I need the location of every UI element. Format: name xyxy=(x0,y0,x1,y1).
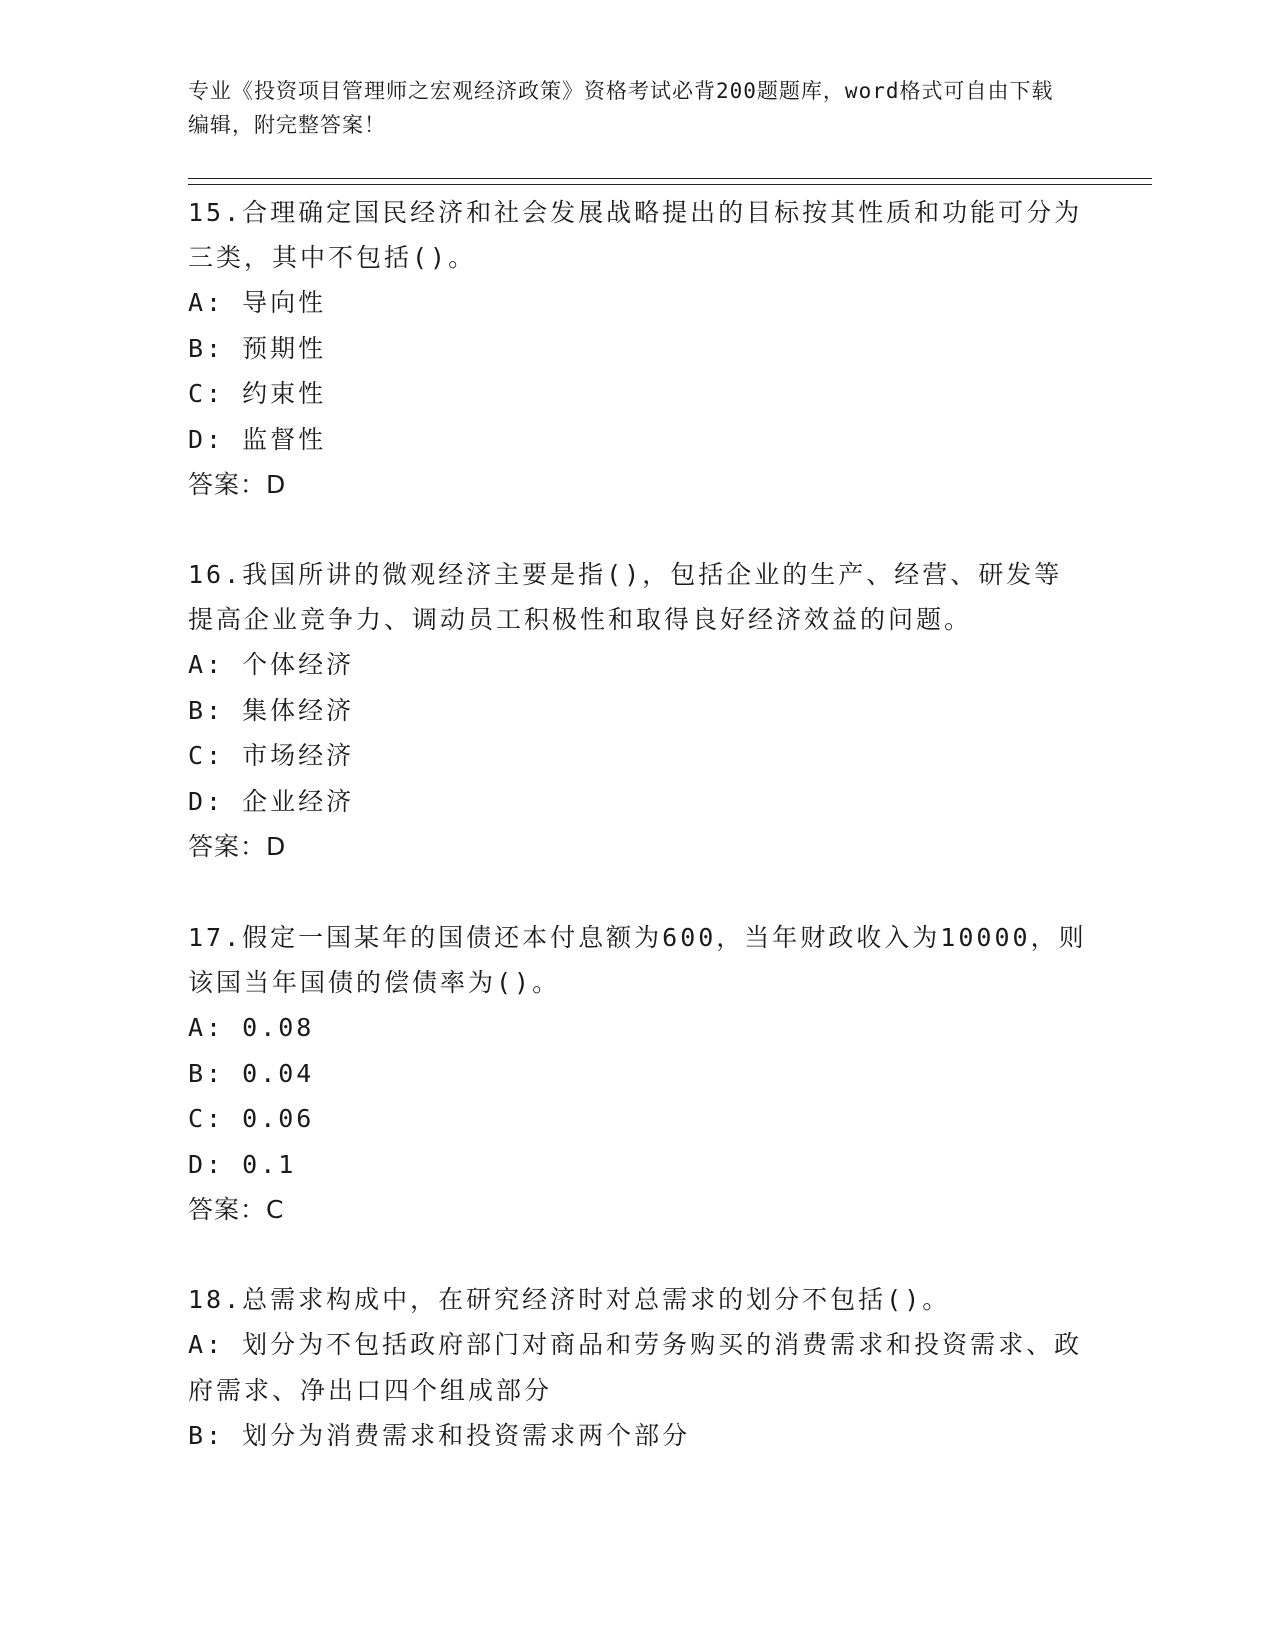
question-stem: 17.假定一国某年的国债还本付息额为600，当年财政收入为10000，则该国当年国债的偿债率为()。 xyxy=(188,923,1087,997)
question-stem: 18.总需求构成中，在研究经济时对总需求的划分不包括()。 xyxy=(188,1285,951,1314)
option-d: D: 监督性 xyxy=(188,424,327,454)
header-divider-top xyxy=(188,178,1152,179)
answer: 答案：D xyxy=(188,832,287,861)
option-a: A: 划分为不包括政府部门对商品和劳务购买的消费需求和投资需求、政府需求、净出口四个组成部分 xyxy=(188,1330,1083,1405)
option-a: A: 导向性 xyxy=(188,288,327,317)
option-d: D: 企业经济 xyxy=(188,786,355,816)
option-c: C: 0.06 xyxy=(188,1104,315,1133)
option-b: B: 预期性 xyxy=(188,333,327,363)
option-c: C: 市场经济 xyxy=(188,741,355,770)
question-17 xyxy=(188,915,1088,1233)
option-b: B: 集体经济 xyxy=(188,695,355,725)
option-b: B: 0.04 xyxy=(188,1058,315,1088)
question-stem: 15.合理确定国民经济和社会发展战略提出的目标按其性质和功能可分为三类，其中不包括()。 xyxy=(188,198,1083,272)
question-16 xyxy=(188,552,1088,870)
question-18 xyxy=(188,1277,1088,1459)
option-a: A: 个体经济 xyxy=(188,650,355,679)
question-15 xyxy=(188,190,1088,508)
option-d: D: 0.1 xyxy=(188,1149,297,1179)
question-stem: 16.我国所讲的微观经济主要是指()，包括企业的生产、经营、研发等提高企业竞争力、调动员工积极性和取得良好经济效益的问题。 xyxy=(188,560,1063,634)
header-divider-bottom xyxy=(188,184,1152,185)
option-a: A: 0.08 xyxy=(188,1013,315,1042)
document-header: 专业《投资项目管理师之宏观经济政策》资格考试必背200题题库，word格式可自由下载编辑，附完整答案！ xyxy=(188,79,1054,137)
answer: 答案：D xyxy=(188,470,287,499)
answer: 答案：C xyxy=(188,1195,285,1224)
option-b: B: 划分为消费需求和投资需求两个部分 xyxy=(188,1421,691,1450)
option-c: C: 约束性 xyxy=(188,379,327,408)
